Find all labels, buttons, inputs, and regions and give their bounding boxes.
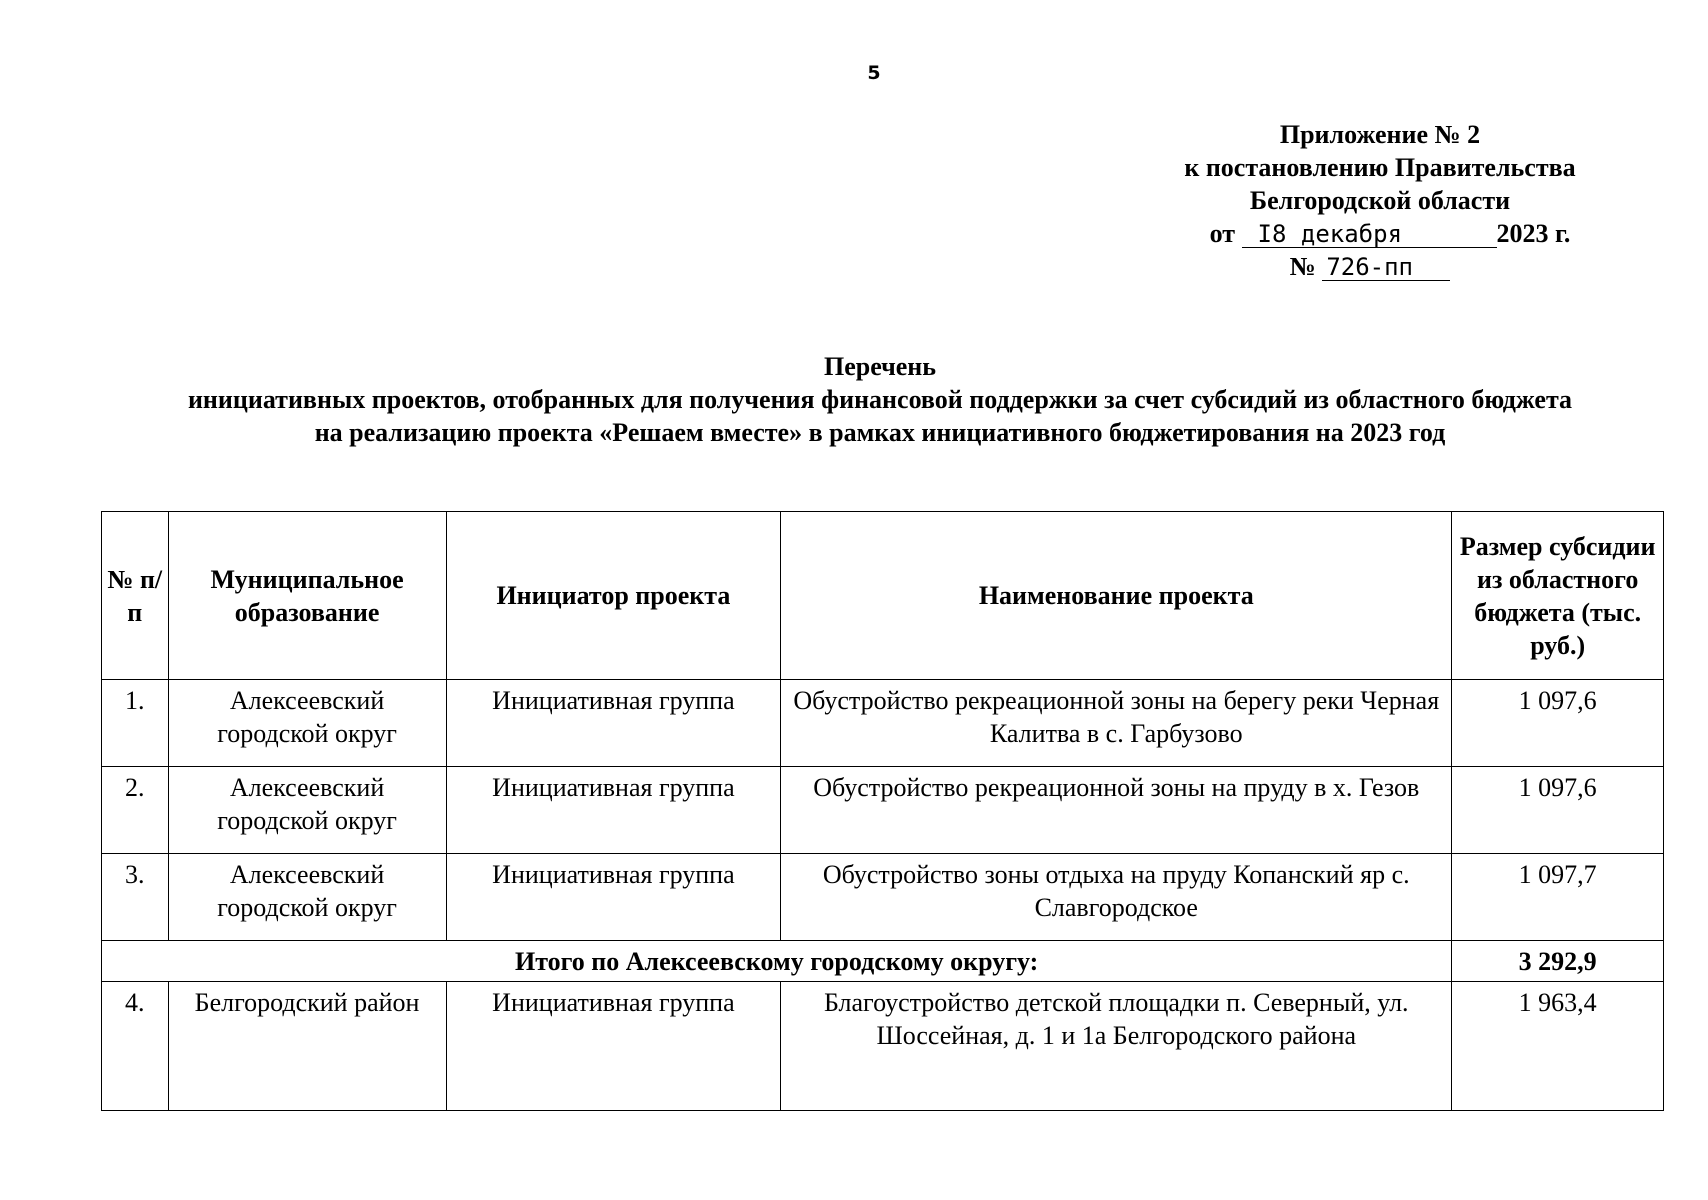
row-municipality: Алексеевский городской округ <box>168 767 446 854</box>
appendix-line-region: Белгородской области <box>1249 186 1511 215</box>
table-row <box>102 680 1664 767</box>
row-num: 1. <box>102 680 169 767</box>
table-row <box>102 854 1664 941</box>
row-initiator: Инициативная группа <box>446 680 781 767</box>
row-municipality: Алексеевский городской округ <box>168 854 446 941</box>
row-subsidy: 1 097,6 <box>1452 767 1664 854</box>
title-line-3: на реализацию проекта «Решаем вместе» в рамках инициативного бюджетирования на 2023 год <box>314 418 1446 447</box>
title-line-2: инициативных проектов, отобранных для получения финансовой поддержки за счет субсидий из областного бюджета <box>187 385 1573 414</box>
row-num: 3. <box>102 854 169 941</box>
row-subsidy: 1 097,6 <box>1452 680 1664 767</box>
number-prefix: № <box>1289 252 1316 281</box>
appendix-number-line <box>1130 250 1610 283</box>
row-subsidy: 1 097,7 <box>1452 854 1664 941</box>
appendix-line-resolution: к постановлению Правительства <box>1184 153 1576 182</box>
table-row <box>102 982 1664 1111</box>
row-initiator: Инициативная группа <box>446 767 781 854</box>
page-number: 5 <box>867 62 881 84</box>
header-initiator: Инициатор проекта <box>446 512 781 680</box>
row-subsidy: 1 963,4 <box>1452 982 1664 1111</box>
header-municipality: Муниципальное образование <box>168 512 446 680</box>
title-line-1: Перечень <box>823 352 937 381</box>
row-num: 4. <box>102 982 169 1111</box>
subtotal-value: 3 292,9 <box>1452 941 1664 982</box>
row-initiator: Инициативная группа <box>446 854 781 941</box>
row-project: Обустройство рекреационной зоны на берегу реки Черная Калитва в с. Гарбузово <box>781 680 1452 767</box>
row-num: 2. <box>102 767 169 854</box>
header-subsidy: Размер субсидии из областного бюджета (тыс. руб.) <box>1452 512 1664 680</box>
row-project: Обустройство рекреационной зоны на пруду в х. Гезов <box>781 767 1452 854</box>
table-row <box>102 767 1664 854</box>
date-value: I8 декабря <box>1242 221 1497 248</box>
appendix-title: Приложение № 2 <box>1279 120 1481 149</box>
subtotal-row <box>102 941 1664 982</box>
header-project: Наименование проекта <box>781 512 1452 680</box>
appendix-date-line <box>1170 217 1610 250</box>
appendix-header <box>1150 118 1610 283</box>
subtotal-label: Итого по Алексеевскому городскому округу: <box>102 941 1452 982</box>
row-project: Обустройство зоны отдыха на пруду Копанский яр с. Славгородское <box>781 854 1452 941</box>
row-municipality: Алексеевский городской округ <box>168 680 446 767</box>
number-value: 726-пп <box>1322 254 1450 281</box>
date-year: 2023 г. <box>1496 219 1571 248</box>
header-num: № п/п <box>102 512 169 680</box>
table-header-row <box>102 512 1664 680</box>
row-municipality: Белгородский район <box>168 982 446 1111</box>
row-project: Благоустройство детской площадки п. Северный, ул. Шоссейная, д. 1 и 1а Белгородского района <box>781 982 1452 1111</box>
date-prefix: от <box>1209 219 1236 248</box>
projects-table <box>101 511 1664 1111</box>
row-initiator: Инициативная группа <box>446 982 781 1111</box>
document-title <box>90 350 1670 449</box>
